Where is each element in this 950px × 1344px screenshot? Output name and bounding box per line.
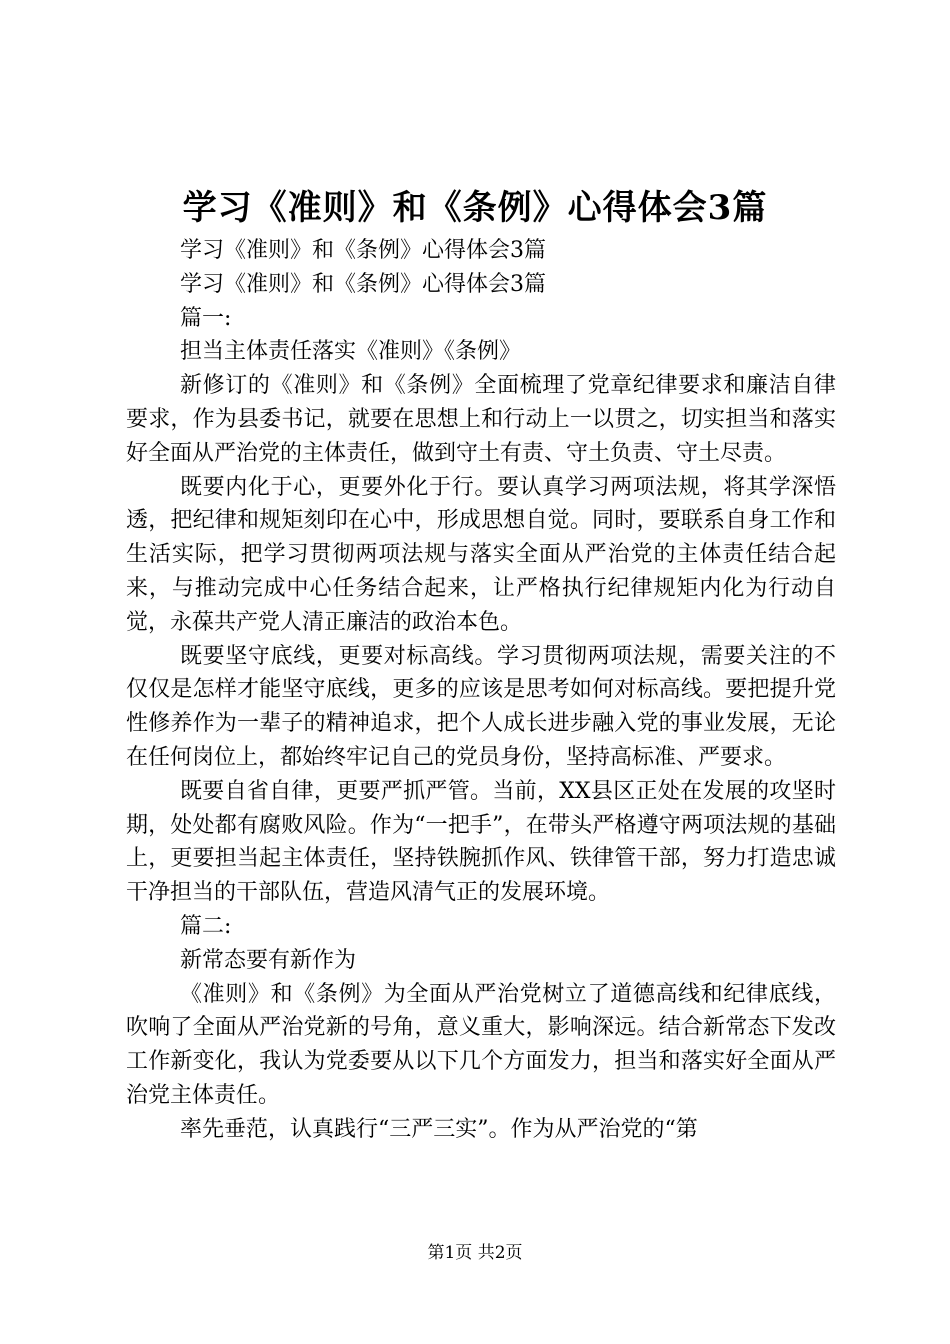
section-1-paragraph-3: 既要坚守底线，更要对标高线。学习贯彻两项法规，需要关注的不仅仅是怎样才能坚守底线，更多的应该是思考如何对标高线。要把提升党性修养作为一辈子的精神追求，把个人成长进步融入党的事业发展，无论在任何岗位上，都始终牢记自己的党员身份，坚持高标准、严要求。 bbox=[126, 643, 836, 770]
document-body bbox=[126, 234, 836, 1147]
section-2-subheading: 新常态要有新作为 bbox=[180, 947, 357, 973]
section-1-subheading: 担当主体责任落实《准则》《条例》 bbox=[180, 339, 522, 365]
section-1-heading: 篇一: bbox=[180, 305, 232, 331]
page-footer: 第1页 共2页 bbox=[427, 1243, 523, 1263]
section-1-paragraph-1: 新修订的《准则》和《条例》全面梳理了党章纪律要求和廉洁自律要求，作为县委书记，就要在思想上和行动上一以贯之，切实担当和落实好全面从严治党的主体责任，做到守土有责、守土负责、守土尽责。 bbox=[126, 373, 836, 466]
subtitle-line-1: 学习《准则》和《条例》心得体会3篇 bbox=[180, 238, 546, 263]
section-2-heading: 篇二: bbox=[180, 913, 232, 939]
document-title: 学习《准则》和《条例》心得体会3篇 bbox=[182, 188, 768, 228]
section-1-paragraph-4: 既要自省自律，更要严抓严管。当前，XX县区正处在发展的攻坚时期，处处都有腐败风险。作为“一把手”，在带头严格遵守两项法规的基础上，更要担当起主体责任，坚持铁腕抓作风、铁律管干部，努力打造忠诚干净担当的干部队伍，营造风清气正的发展环境。 bbox=[126, 778, 836, 906]
section-2-paragraph-2: 率先垂范，认真践行“三严三实”。作为从严治党的“第 bbox=[180, 1116, 698, 1142]
section-2-paragraph-1: 《准则》和《条例》为全面从严治党树立了道德高线和纪律底线，吹响了全面从严治党新的号角，意义重大，影响深远。结合新常态下发改工作新变化，我认为党委要从以下几个方面发力，担当和落实好全面从严治党主体责任。 bbox=[126, 981, 836, 1108]
subtitle-line-2: 学习《准则》和《条例》心得体会3篇 bbox=[180, 271, 546, 297]
section-1-paragraph-2: 既要内化于心，更要外化于行。要认真学习两项法规，将其学深悟透，把纪律和规矩刻印在心中，形成思想自觉。同时，要联系自身工作和生活实际，把学习贯彻两项法规与落实全面从严治党的主体责任结合起来，与推动完成中心任务结合起来，让严格执行纪律规矩内化为行动自觉，永葆共产党人清正廉洁的政治本色。 bbox=[126, 474, 836, 635]
